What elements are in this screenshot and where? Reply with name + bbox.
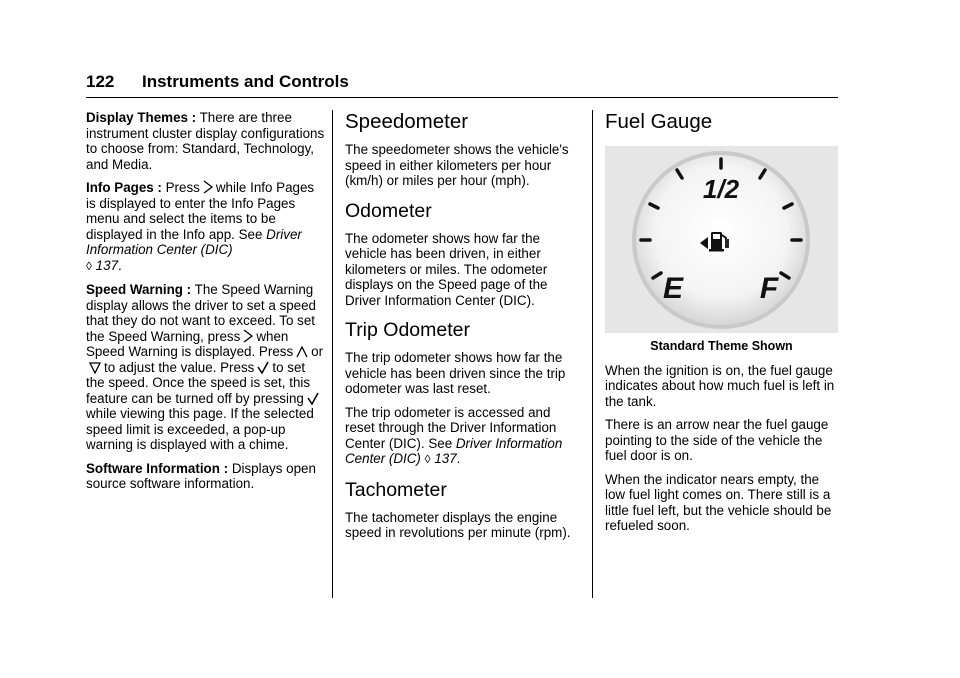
speed-warning-text-4: to set the speed. Once the speed is set, this feature can be turned off by pressing [86,359,311,406]
info-pages-text-2: while Info Pages is displayed to enter the Info Pages menu and select the items to be displayed in the Info app. See [86,180,315,242]
gauge-full-label: F [759,272,779,305]
software-info-paragraph [86,461,326,492]
fuel-gauge-heading: Fuel Gauge [605,110,713,133]
header-rule [86,97,838,98]
info-pages-paragraph: Info Pages : Press while Info Pages is displayed to enter the Info Pages menu and select the items to be displayed in the Info app. See Driver Information Center (DIC) ◊ 137. [86,180,315,273]
odometer-text: The odometer shows how far the vehicle has been driven, in either kilometers or miles. The odometer displays on the Speed page of the Driver Information Center (DIC). [345,230,548,308]
trip-odometer-paragraph-2: The trip odometer is accessed and reset through the Driver Information Center (DIC). See Driver Information Center (DIC) ◊ 137. [345,404,563,466]
odometer-heading: Odometer [345,199,432,222]
column-divider-2 [592,110,593,598]
display-themes-term: Display Themes : [86,110,197,125]
trip-odometer-text-2: The trip odometer is accessed and reset through the Driver Information Center (DIC). See [345,404,557,451]
tachometer-text: The tachometer displays the engine speed in revolutions per minute (rpm). [345,509,571,540]
info-pages-page[interactable]: 137 [95,257,119,273]
display-themes-text: There are three instrument cluster display configurations to choose from: Standard, Technology, and Media. [86,110,325,172]
thumbwheel-down-icon [89,362,101,374]
speed-warning-or: or [311,344,324,359]
column-1 [86,110,326,500]
section-title: Instruments and Controls [142,72,349,91]
fuel-gauge-text-3: When the indicator nears empty, the low fuel light comes on. There still is a little fuel left, but the vehicle should be refueled soon. [605,471,832,533]
speedometer-heading: Speedometer [345,110,469,133]
tachometer-heading: Tachometer [345,478,447,501]
checkmark-icon [307,392,319,405]
software-info-text: Displays open source software information. [86,460,316,491]
thumbwheel-press-icon [243,329,253,343]
fuel-gauge-svg [605,146,838,333]
gauge-half-label: 1/2 [702,174,740,204]
column-divider-1 [332,110,333,598]
speedometer-text: The speedometer shows the vehicle's speed in either kilometers per hour (km/h) or miles per hour (mph). [345,142,569,188]
fuel-gauge-illustration [605,146,838,333]
column-3 [605,110,838,542]
software-info-term: Software Information : [86,460,229,476]
info-pages-reference[interactable]: Driver Information Center (DIC) [86,226,302,257]
thumbwheel-press-icon [203,180,213,194]
thumbwheel-up-icon [296,346,308,358]
speed-warning-text-3: to adjust the value. Press [104,359,255,375]
gauge-empty-label: E [662,272,684,305]
info-pages-term: Info Pages : [86,180,162,195]
speed-warning-text-1: The Speed Warning display allows the driver to set a speed that they do not want to exceed. To set the Speed Warning, press [86,282,316,344]
fuel-gauge-text-1: When the ignition is on, the fuel gauge indicates about how much fuel is left in the tank. [605,362,835,409]
page-number: 122 [86,72,115,91]
fuel-gauge-text-2: There is an arrow near the fuel gauge pointing to the side of the vehicle the fuel door is on. [605,417,829,463]
speed-warning-paragraph [86,282,326,453]
display-themes-paragraph [86,110,326,172]
page-reference-arrow-icon: ◊ [86,258,92,273]
trip-odometer-heading: Trip Odometer [345,319,470,341]
speed-warning-text-2: when Speed Warning is displayed. Press [86,328,294,359]
checkmark-icon [257,361,269,374]
info-pages-text-1: Press [161,180,200,195]
gauge-caption: Standard Theme Shown [650,339,793,353]
trip-odometer-reference[interactable]: Driver Information Center (DIC) [345,435,563,466]
trip-odometer-page[interactable]: 137 [434,451,457,466]
column-2 [345,110,577,549]
speed-warning-text-5: while viewing this page. If the selected speed limit is exceeded, a pop-up warning is displayed with a chime. [86,406,314,452]
trip-odometer-text-1: The trip odometer shows how far the vehicle has been driven since the trip odometer was last reset. [345,350,566,396]
speed-warning-term: Speed Warning : [86,282,192,297]
page-reference-arrow-icon: ◊ [424,452,431,466]
